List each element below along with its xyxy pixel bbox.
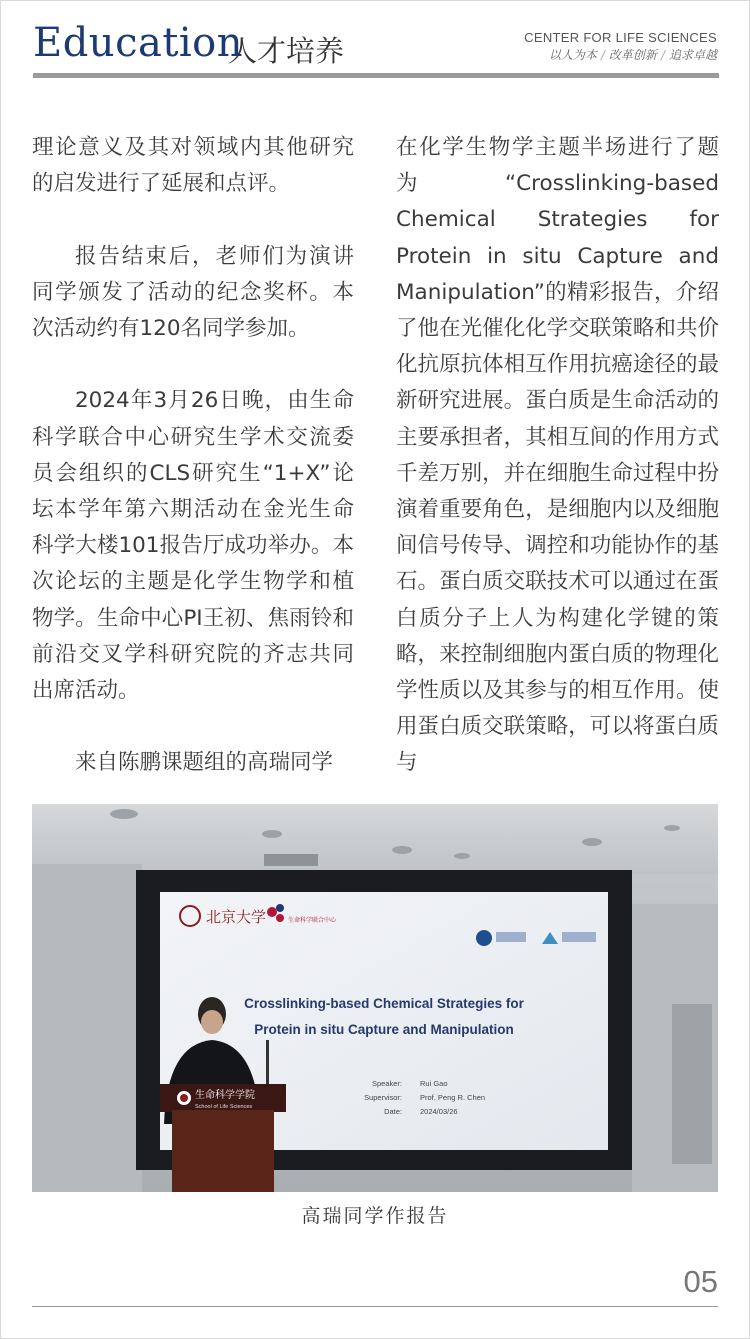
motto: 以人为本 / 改革创新 / 追求卓越 [548,48,717,62]
motto-item: 追求卓越 [668,48,717,62]
footer-rule [32,1306,718,1307]
cls-logo-text: 生命科学联合中心 [288,917,337,924]
slide-title-line-1: Crosslinking-based Chemical Strategies for [244,996,524,1011]
supervisor-label: Supervisor: [364,1093,402,1102]
podium-text: 生命科学学院 [195,1090,255,1101]
slide-title-line-2: Protein in situ Capture and Manipulation [254,1022,514,1037]
section-title-cn: 人才培养 [228,34,345,68]
paragraph: 理论意义及其对领域内其他研究的启发进行了延展和点评。 [32,135,354,197]
motto-item: 以人为本 [548,48,597,62]
paragraph: 来自陈鹏课题组的高瑞同学 [75,750,334,776]
article-column-left [32,130,354,782]
motto-item: 改革创新 [608,48,657,62]
paragraph: 在化学生物学主题半场进行了题为“Crosslinking-based Chemical Strategies for Protein in situ Capture and Manipulation”的精彩报告，介绍了他在光催化化学交联策略和共价化抗原抗体相互作用抗癌途径的最新研究进展。蛋白质是生命活动的主要承担者，其相互间的作用方式千差万别，并在细胞生命过程中扮演着重要角色，是细胞内以及细胞间信号传导、调控和功能协作的基石。蛋白质交联技术可以通过在蛋白质分子上人为构建化学键的策略，来控制细胞内蛋白质的物理化学性质以及其参与的相互作用。使用蛋白质交联策略，可以将蛋白质与 [396,135,719,776]
article-column-right [396,130,719,782]
page-number: 05 [683,1264,718,1299]
header-rule [33,73,719,78]
section-title-en: Education [33,20,244,66]
photo-caption: 高瑞同学作报告 [301,1205,449,1227]
lecture-photo [32,804,718,1192]
center-name: CENTER FOR LIFE SCIENCES [524,30,717,45]
paragraph: 报告结束后，老师们为演讲同学颁发了活动的纪念奖杯。本次活动约有120名同学参加。 [32,243,354,341]
date-label: Date: [384,1107,402,1116]
podium-subtext: School of Life Sciences [195,1104,253,1110]
date-value: 2024/03/26 [420,1107,458,1116]
speaker-value: Rui Gao [420,1079,448,1088]
supervisor-value: Prof. Peng R. Chen [420,1093,486,1102]
pku-logo-text: 北京大学 [206,908,267,926]
paragraph: 2024年3月26日晚，由生命科学联合中心研究生学术交流委员会组织的CLS研究生“1+X”论坛本学年第六期活动在金光生命科学大楼101报告厅成功举办。本次论坛的主题是化学生物学和植物学。生命中心PI王初、焦雨铃和前沿交叉学科研究院的齐志共同出席活动。 [32,388,354,704]
speaker-label: Speaker: [371,1079,402,1088]
